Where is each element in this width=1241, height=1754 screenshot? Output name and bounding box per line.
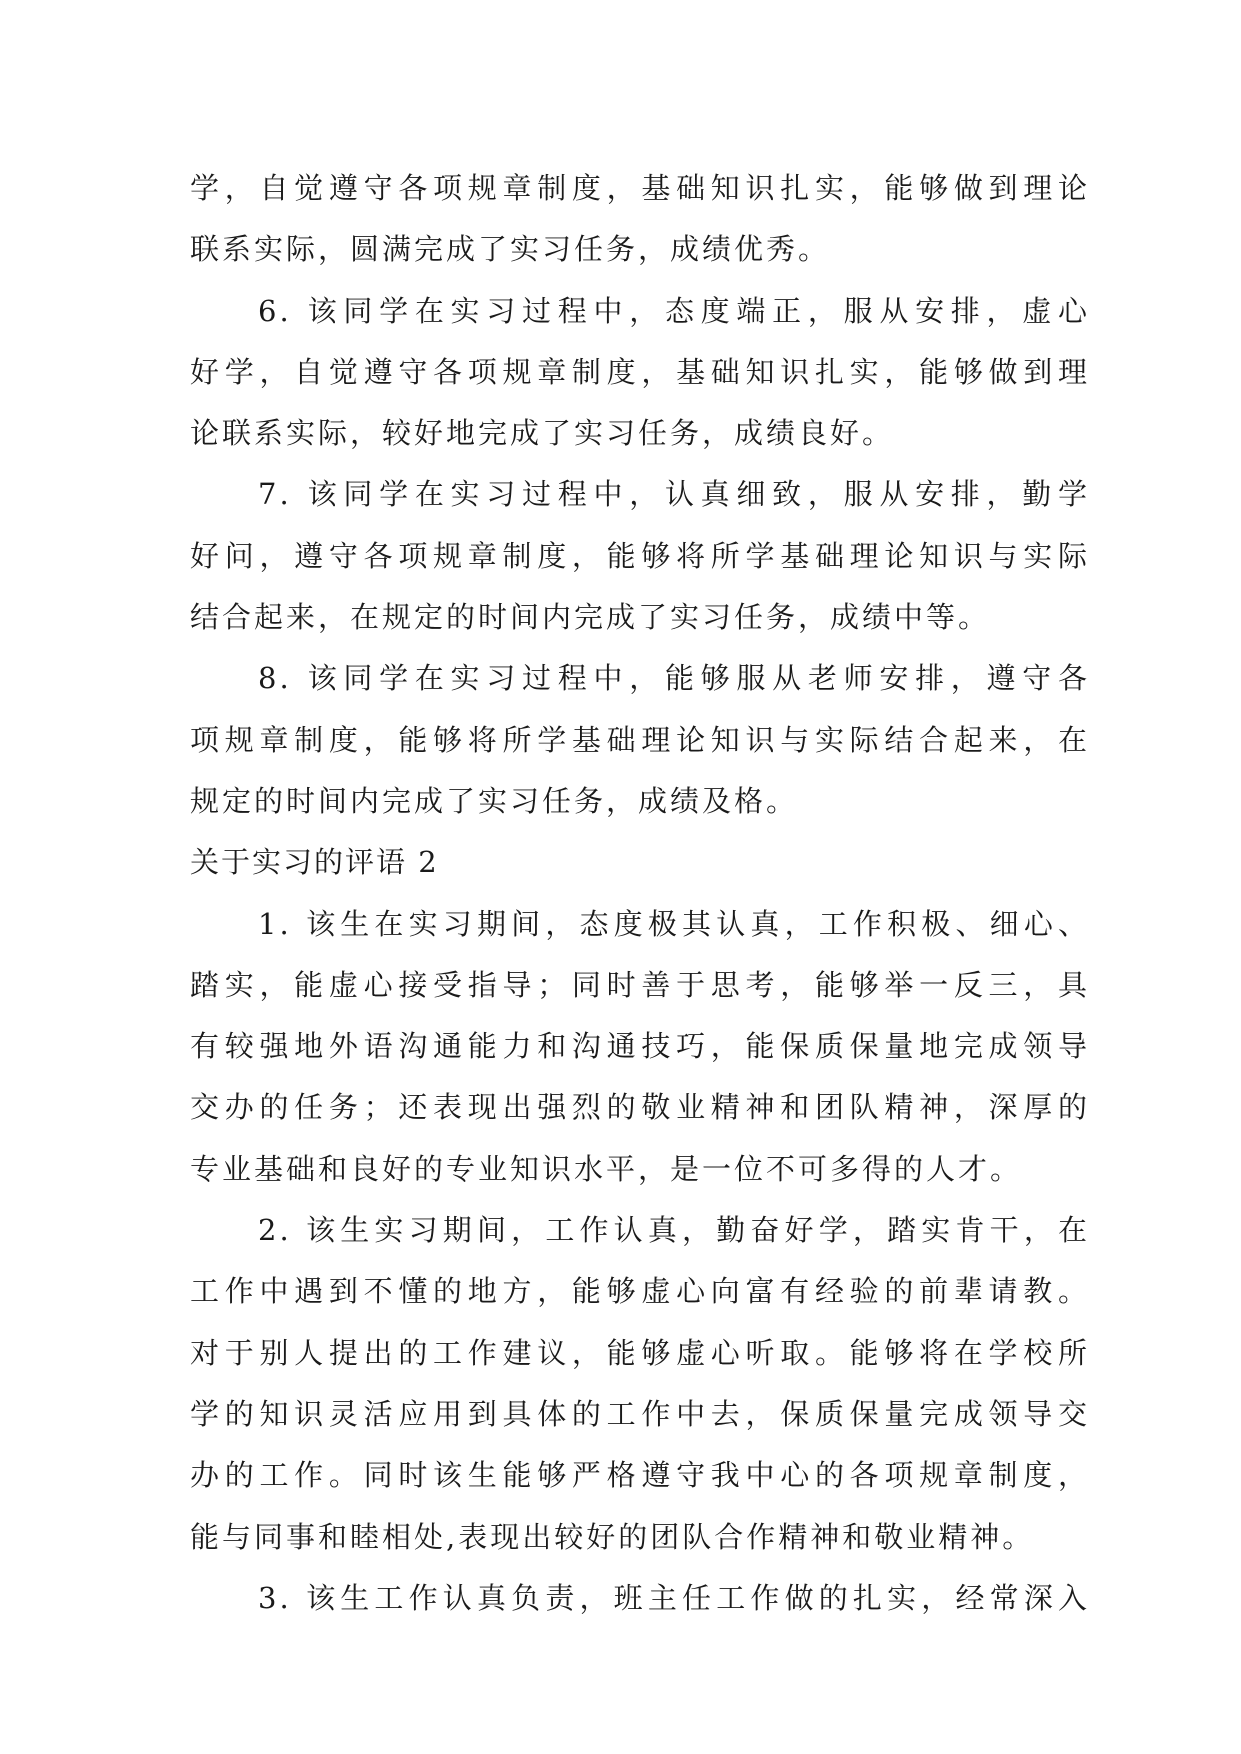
text-line: 规定的时间内完成了实习任务，成绩及格。 (190, 783, 799, 818)
text-line: 好问，遵守各项规章制度，能够将所学基础理论知识与实际 (190, 538, 1090, 573)
text-line: 学，自觉遵守各项规章制度，基础知识扎实，能够做到理论 (190, 171, 1090, 205)
text-line: 结合起来，在规定的时间内完成了实习任务，成绩中等。 (190, 600, 991, 635)
text-line: 能与同事和睦相处,表现出较好的团队合作精神和敬业精神。 (190, 1519, 1035, 1554)
text-line: 办的工作。同时该生能够严格遵守我中心的各项规章制度， (190, 1458, 1090, 1493)
text-line: 学的知识灵活应用到具体的工作中去，保质保量完成领导交 (190, 1396, 1090, 1431)
text-line: 6. 该同学在实习过程中，态度端正，服从安排，虚心 (258, 293, 1090, 328)
text-line: 论联系实际，较好地完成了实习任务，成绩良好。 (190, 416, 895, 451)
body-text (190, 158, 1090, 1629)
text-line: 1. 该生在实习期间，态度极其认真，工作积极、细心、 (258, 906, 1090, 941)
text-line: 对于别人提出的工作建议，能够虚心听取。能够将在学校所 (190, 1335, 1090, 1370)
text-line: 有较强地外语沟通能力和沟通技巧，能保质保量地完成领导 (190, 1029, 1090, 1064)
text-line: 联系实际，圆满完成了实习任务，成绩优秀。 (190, 232, 831, 267)
text-line: 交办的任务；还表现出强烈的敬业精神和团队精神，深厚的 (190, 1090, 1090, 1125)
text-line: 3. 该生工作认真负责，班主任工作做的扎实，经常深入 (258, 1580, 1090, 1615)
text-line: 2. 该生实习期间，工作认真，勤奋好学，踏实肯干，在 (258, 1213, 1090, 1248)
section-heading: 关于实习的评语 2 (190, 845, 439, 880)
text-line: 踏实，能虚心接受指导；同时善于思考，能够举一反三，具 (190, 967, 1090, 1002)
text-line: 工作中遇到不懂的地方，能够虚心向富有经验的前辈请教。 (190, 1274, 1090, 1309)
text-line: 专业基础和良好的专业知识水平，是一位不可多得的人才。 (190, 1151, 1023, 1186)
text-line: 7. 该同学在实习过程中，认真细致，服从安排，勤学 (258, 477, 1090, 512)
text-line: 好学，自觉遵守各项规章制度，基础知识扎实，能够做到理 (190, 354, 1090, 389)
text-line: 8. 该同学在实习过程中，能够服从老师安排，遵守各 (258, 661, 1090, 696)
text-line: 项规章制度，能够将所学基础理论知识与实际结合起来，在 (190, 722, 1090, 757)
